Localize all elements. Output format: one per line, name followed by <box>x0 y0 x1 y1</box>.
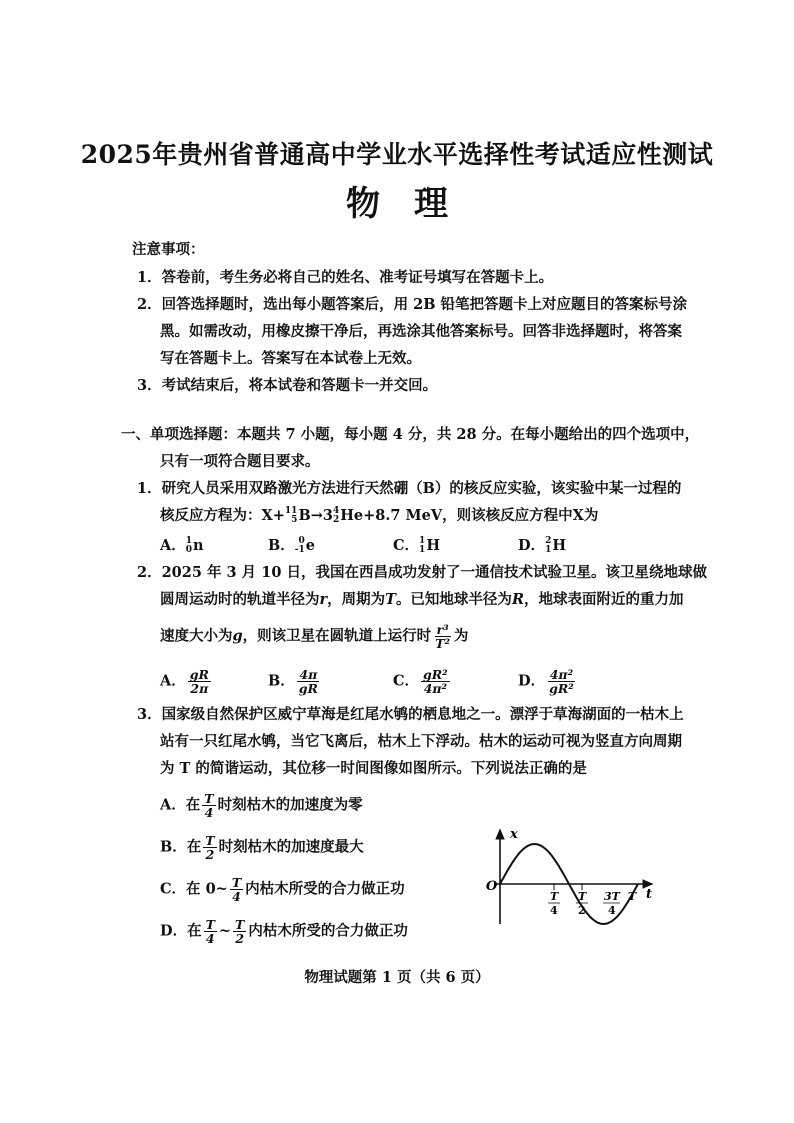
y-axis-label: x <box>510 827 518 842</box>
notice-item: 写在答题卡上。答案写在本试卷上无效。 <box>160 350 421 367</box>
tick-label-t2-den: 2 <box>578 904 586 917</box>
page-footer: 物理试题第 1 页（共 6 页） <box>304 969 490 986</box>
equation-text: He+8.7 MeV，则该核反应方程中X为 <box>340 507 599 524</box>
question-2-text: 速度大小为g，则该卫星在圆轨道上运行时 $\frac{\text{r³}}{\text{T²}}$ 为 <box>160 622 469 651</box>
tick-label-period: T <box>628 890 637 903</box>
question-3-text: 站有一只红尾水鸲，当它飞离后，枯木上下浮动。枯木的运动可视为竖直方向周期 <box>160 733 682 750</box>
ratio-fraction: $\frac{\text{r³}}{\text{T²}}$ <box>435 622 450 651</box>
option-c[interactable]: C． $\frac{\text{gR²}}{\text{4π²}}$ <box>393 667 448 696</box>
section-heading: 一、单项选择题：本题共 7 小题，每小题 4 分，共 28 分。在每小题给出的四个选项中， <box>121 426 700 443</box>
exam-title: 2025年贵州省普通高中学业水平选择性考试适应性测试 <box>80 140 714 169</box>
tick-label-t2-num: T <box>578 890 587 903</box>
question-3-text: 3．国家级自然保护区威宁草海是红尾水鸲的栖息地之一。漂浮于草海湖面的一枯木上 <box>137 706 684 723</box>
notice-item: 3．考试结束后，将本试卷和答题卡一并交回。 <box>137 377 438 394</box>
displacement-time-graph <box>470 820 670 930</box>
subject-title: 物理 <box>346 184 482 224</box>
tick-label-t4-den: 4 <box>550 904 558 917</box>
option-b[interactable]: B． $\frac{4\pi}{gR}$ <box>268 667 318 696</box>
option-a[interactable]: A． 1 0 n <box>160 536 204 555</box>
question-3-text: 为 T 的简谐运动，其位移一时间图像如图所示。下列说法正确的是 <box>160 760 587 777</box>
nuclide-numbers: 11 5 <box>284 506 298 525</box>
x-axis-label: t <box>646 887 653 902</box>
option-c[interactable]: C． 1 1 H <box>393 536 441 555</box>
origin-label: O <box>486 879 498 894</box>
question-1-text: 1．研究人员采用双路激光方法进行天然硼（B）的核反应实验，该实验中某一过程的 <box>137 480 682 497</box>
option-c[interactable]: C．在 0~ $\frac{T}{4}$ 内枯木所受的合力做正功 <box>160 875 405 904</box>
nuclide-numbers: 4 2 <box>332 506 340 525</box>
tick-label-3t4-den: 4 <box>608 904 616 917</box>
option-a[interactable]: A． $\frac{gR}{2\pi}$ <box>160 667 209 696</box>
option-d[interactable]: D．在 $\frac{T}{4}$ ~ $\frac{T}{2}$ 内枯木所受的合力做正功 <box>160 917 408 946</box>
equation-text: 核反应方程为：X+ <box>160 507 285 524</box>
notice-item: 1．答卷前，考生务必将自己的姓名、准考证号填写在答题卡上。 <box>137 269 554 286</box>
option-b[interactable]: B．在 $\frac{T}{2}$ 时刻枯木的加速度最大 <box>160 833 364 862</box>
equation-text: B→3 <box>298 507 333 524</box>
option-b[interactable]: B． 0 -1 e <box>268 536 315 555</box>
notice-item: 黑。如需改动，用橡皮擦干净后，再选涂其他答案标号。回答非选择题时，将答案 <box>160 323 682 340</box>
section-heading: 只有一项符合题目要求。 <box>160 453 320 470</box>
question-2-text: 圆周运动时的轨道半径为r，周期为T。已知地球半径为R，地球表面附近的重力加 <box>160 591 684 608</box>
option-a[interactable]: A．在 $\frac{T}{4}$ 时刻枯木的加速度为零 <box>160 791 363 820</box>
option-d[interactable]: D． 2 1 H <box>518 536 567 555</box>
notice-heading: 注意事项： <box>132 241 205 258</box>
tick-label-t4-num: T <box>550 890 559 903</box>
notice-item: 2．回答选择题时，选出每小题答案后，用 2B 铅笔把答题卡上对应题目的答案标号涂 <box>137 296 688 313</box>
tick-label-3t4-num: 3T <box>604 890 620 903</box>
question-1-equation <box>160 506 598 526</box>
question-2-text: 2．2025 年 3 月 10 日，我国在西昌成功发射了一通信技术试验卫星。该卫星绕地球做 <box>137 564 707 581</box>
option-d[interactable]: D． $\frac{\text{4π²}}{\text{gR²}}$ <box>518 667 574 696</box>
